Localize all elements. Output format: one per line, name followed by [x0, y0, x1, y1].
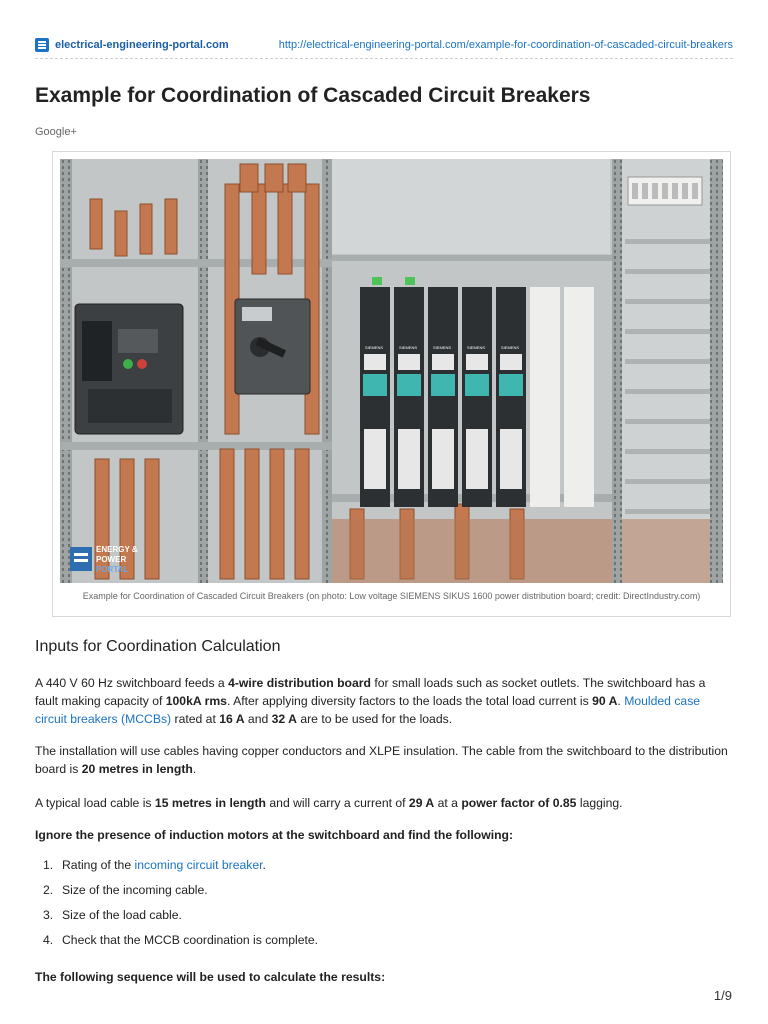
mccb-link[interactable]: Moulded case circuit breakers (MCCBs) [35, 694, 701, 726]
switchboard-photo [60, 159, 723, 583]
paragraph-load-cable: A typical load cable is 15 metres in length and will carry a current of 29 A at a power factor of 0.85 lagging. [35, 796, 623, 810]
panel-label: SIEMENS [467, 345, 486, 350]
task-list [35, 858, 318, 958]
watermark-line: ENERGY & [96, 545, 138, 554]
list-item: 1. Rating of the incoming circuit breaker. [43, 858, 266, 872]
google-plus-link[interactable]: Google+ [35, 126, 77, 138]
list-item: 4. Check that the MCCB coordination is complete. [43, 933, 319, 947]
instruction-text: Ignore the presence of induction motors at the switchboard and find the following: [35, 828, 514, 842]
paragraph-inputs: A 440 V 60 Hz switchboard feeds a 4-wire distribution board for small loads such as socket outlets. The switchboard has a fault making capacity of 100kA rms. After applying diversity factors to the loads the total load current is 90 A. Moulded case circuit breakers (MCCBs) rated at 16 A and 32 A are to be used for the loads. [35, 676, 706, 726]
paragraph-cables: The installation will use cables having copper conductors and XLPE insulation. The cable from the switchboard to the distribution board is 20 metres in length. [35, 744, 728, 776]
sequence-intro: The following sequence will be used to calculate the results: [35, 970, 386, 984]
header-divider [35, 58, 733, 59]
page-header [35, 36, 733, 54]
figure [52, 151, 731, 617]
panel-label: SIEMENS [365, 345, 384, 350]
switchboard-illustration [60, 159, 723, 583]
panel-label: SIEMENS [501, 345, 520, 350]
incoming-breaker-link[interactable]: incoming circuit breaker [134, 858, 263, 872]
list-item: 3. Size of the load cable. [43, 908, 182, 922]
site-logo-icon [35, 38, 49, 52]
watermark-line: POWER [96, 555, 127, 564]
panel-label: SIEMENS [399, 345, 418, 350]
panel-label: SIEMENS [433, 345, 452, 350]
site-name-link[interactable]: electrical-engineering-portal.com [55, 39, 229, 51]
figure-caption: Example for Coordination of Cascaded Circuit Breakers (on photo: Low voltage SIEMENS SIKUS 1600 power distribution board; credit: DirectIndustry.com) [82, 591, 701, 601]
section-heading: Inputs for Coordination Calculation [35, 638, 281, 655]
page-title: Example for Coordination of Cascaded Circuit Breakers [35, 84, 591, 107]
watermark-line: PORTAL [96, 565, 129, 574]
list-item: 2. Size of the incoming cable. [43, 883, 208, 897]
page-number: 1/9 [713, 988, 732, 1003]
source-url-link[interactable]: http://electrical-engineering-portal.com/example-for-coordination-of-cascaded-circuit-breakers [278, 39, 733, 51]
